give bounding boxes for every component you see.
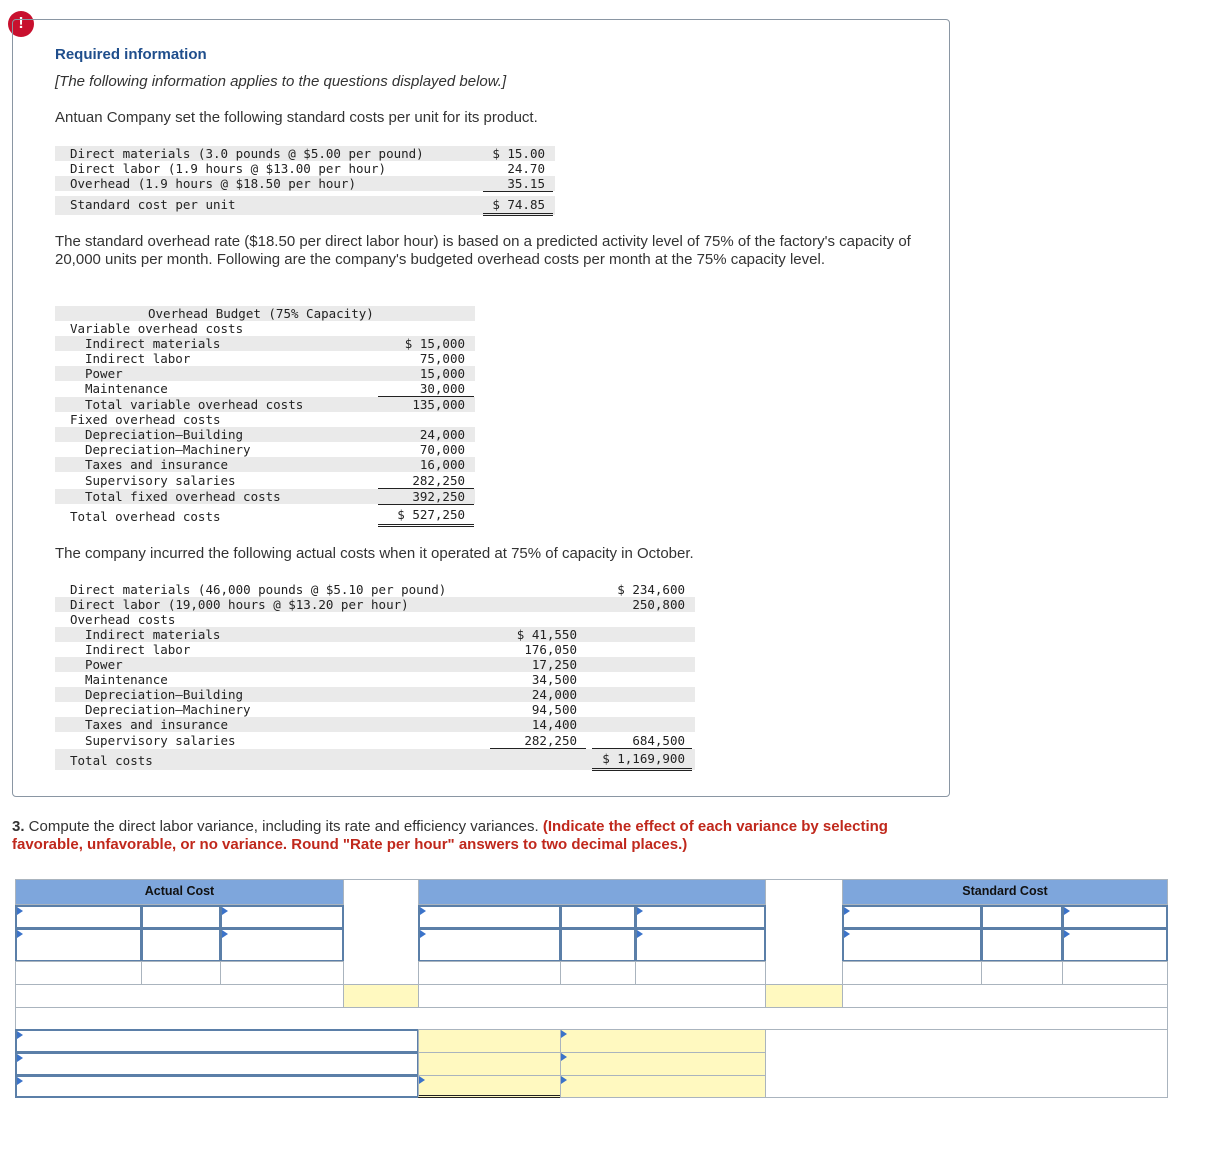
dropdown-arrow-icon (561, 1076, 567, 1084)
standard-hours-input[interactable] (981, 905, 1063, 929)
dropdown-arrow-icon (637, 907, 643, 915)
total-variance-amount-input[interactable] (418, 1075, 561, 1098)
standard-cost-label: Direct labor (1.9 hours @ $13.00 per hour) (70, 161, 387, 176)
actual-hours-unit-select[interactable] (220, 905, 344, 929)
actual-item-label: Taxes and insurance (85, 717, 228, 732)
variance-label-select[interactable] (15, 1029, 419, 1053)
underline (483, 191, 553, 192)
budget-variable-total-label: Total variable overhead costs (85, 397, 304, 412)
budget-grand-total-label: Total overhead costs (70, 509, 221, 524)
standard-cost-value: 24.70 (507, 161, 545, 176)
actual-total-cell (220, 961, 344, 985)
actual-rate-input[interactable] (141, 928, 221, 962)
variance-label-select[interactable] (15, 1075, 419, 1098)
spacer-cell (343, 879, 419, 985)
actual-item-value: 14,400 (531, 717, 577, 732)
actual-item-value: 24,000 (531, 687, 577, 702)
actual-item-value: $ 41,550 (516, 627, 577, 642)
middle-total-amount[interactable] (560, 961, 636, 985)
rate-variance-input[interactable] (343, 984, 419, 1008)
actual-hours-input[interactable] (141, 905, 221, 929)
standard-cost-value: 35.15 (507, 176, 545, 191)
spacer-cell (765, 879, 843, 985)
actual-dl-value: 250,800 (632, 597, 685, 612)
dropdown-arrow-icon (17, 1077, 23, 1085)
double-underline (592, 768, 692, 771)
dropdown-arrow-icon (637, 930, 643, 938)
dropdown-arrow-icon (17, 1031, 23, 1039)
variance-effect-select[interactable] (560, 1052, 766, 1076)
actual-dm-value: $ 234,600 (617, 582, 685, 597)
underline (378, 504, 474, 505)
budget-item-label: Maintenance (85, 381, 168, 396)
double-underline (378, 524, 474, 527)
middle-total-cell (635, 961, 766, 985)
information-note: [The following information applies to the questions displayed below.] (55, 73, 507, 90)
middle-hours-input[interactable] (560, 905, 636, 929)
dropdown-arrow-icon (1064, 930, 1070, 938)
actual-item-label: Indirect materials (85, 627, 221, 642)
dropdown-arrow-icon (222, 907, 228, 915)
budget-variable-total-value: 135,000 (412, 397, 465, 412)
efficiency-variance-input[interactable] (765, 984, 843, 1008)
standard-rate-unit-select[interactable] (1062, 928, 1168, 962)
actual-rate-unit-select[interactable] (220, 928, 344, 962)
table-row (55, 657, 695, 672)
overhead-rate-paragraph: The standard overhead rate ($18.50 per direct labor hour) is based on a predicted activity level of 75% of the factory's capacity of 20,000 units per month. Following are the company's budgeted overhead costs per month at the 75% capacity level. (55, 233, 911, 268)
budget-fixed-total-value: 392,250 (412, 489, 465, 504)
dropdown-arrow-icon (844, 907, 850, 915)
variance-amount-input[interactable] (418, 1052, 561, 1076)
standard-total-cell (1062, 961, 1168, 985)
actual-dm-label: Direct materials (46,000 pounds @ $5.10 per pound) (70, 582, 447, 597)
alert-icon: ! (8, 11, 34, 37)
middle-unit-select[interactable] (635, 905, 766, 929)
budget-item-value: 24,000 (419, 427, 465, 442)
standard-total-cell (842, 961, 982, 985)
budget-item-label: Depreciation—Building (85, 427, 244, 442)
budget-item-value: $ 15,000 (404, 336, 465, 351)
variance-row-cell (15, 984, 344, 1008)
standard-cost-total-label: Standard cost per unit (70, 197, 236, 212)
actual-overhead-heading: Overhead costs (70, 612, 176, 627)
actual-item-value: 17,250 (531, 657, 577, 672)
middle-label-select[interactable] (418, 905, 561, 929)
standard-cost-total-value: $ 74.85 (492, 197, 545, 212)
actual-total-label: Total costs (70, 753, 153, 768)
actual-dl-label: Direct labor (19,000 hours @ $13.20 per hour) (70, 597, 409, 612)
budget-item-label: Indirect labor (85, 351, 191, 366)
actual-item-value: 282,250 (524, 733, 577, 748)
standard-cost-label: Overhead (1.9 hours @ $18.50 per hour) (70, 176, 356, 191)
budget-fixed-heading: Fixed overhead costs (70, 412, 221, 427)
actual-rate-label-select[interactable] (15, 928, 142, 962)
budget-item-label: Depreciation—Machinery (85, 442, 251, 457)
dropdown-arrow-icon (17, 1054, 23, 1062)
budget-item-value: 15,000 (419, 366, 465, 381)
budget-grand-total-value: $ 527,250 (397, 507, 465, 522)
actual-item-label: Maintenance (85, 672, 168, 687)
actual-item-label: Depreciation—Building (85, 687, 244, 702)
variance-amount-input[interactable] (418, 1029, 561, 1053)
actual-costs-paragraph: The company incurred the following actual costs when it operated at 75% of capacity in October. (55, 545, 694, 562)
budget-item-label: Indirect materials (85, 336, 221, 351)
middle-rate-input[interactable] (560, 928, 636, 962)
actual-item-value: 176,050 (524, 642, 577, 657)
question-instruction: (Indicate the effect of each variance by selecting favorable, unfavorable, or no variance. Round "Rate per hour" answers to two decimal places.) (12, 818, 888, 853)
dropdown-arrow-icon (844, 930, 850, 938)
standard-hours-unit-select[interactable] (1062, 905, 1168, 929)
standard-cost-label: Direct materials (3.0 pounds @ $5.00 per pound) (70, 146, 424, 161)
actual-total-amount[interactable] (141, 961, 221, 985)
variance-label-select[interactable] (15, 1052, 419, 1076)
dropdown-arrow-icon (561, 1053, 567, 1061)
budget-title: Overhead Budget (75% Capacity) (148, 306, 374, 321)
actual-item-label: Supervisory salaries (85, 733, 236, 748)
dropdown-arrow-icon (420, 907, 426, 915)
question-text (12, 818, 952, 854)
middle-rate-unit-select[interactable] (635, 928, 766, 962)
dropdown-arrow-icon (222, 930, 228, 938)
dropdown-arrow-icon (17, 907, 23, 915)
dropdown-arrow-icon (419, 1076, 425, 1084)
budget-item-value: 70,000 (419, 442, 465, 457)
standard-rate-input[interactable] (981, 928, 1063, 962)
budget-variable-heading: Variable overhead costs (70, 321, 244, 336)
actual-item-value: 34,500 (531, 672, 577, 687)
variance-effect-select[interactable] (560, 1075, 766, 1098)
dropdown-arrow-icon (1064, 907, 1070, 915)
actual-overhead-total: 684,500 (632, 733, 685, 748)
question-body: Compute the direct labor variance, including its rate and efficiency variances. (24, 818, 543, 835)
empty-area (765, 1029, 1168, 1098)
budget-item-label: Supervisory salaries (85, 473, 236, 488)
standard-hours-label-select[interactable] (842, 905, 982, 929)
double-underline (483, 213, 553, 216)
dropdown-arrow-icon (561, 1030, 567, 1038)
intro-text: Antuan Company set the following standard costs per unit for its product. (55, 109, 538, 126)
actual-item-label: Depreciation—Machinery (85, 702, 251, 717)
middle-rate-label-select[interactable] (418, 928, 561, 962)
actual-item-label: Indirect labor (85, 642, 191, 657)
standard-cost-header: Standard Cost (842, 879, 1168, 905)
actual-total-value: $ 1,169,900 (602, 751, 685, 766)
variance-row-cell (842, 984, 1168, 1008)
actual-item-label: Power (85, 657, 123, 672)
dropdown-arrow-icon (420, 930, 426, 938)
actual-item-value: 94,500 (531, 702, 577, 717)
budget-fixed-total-label: Total fixed overhead costs (85, 489, 281, 504)
standard-cost-value: $ 15.00 (492, 146, 545, 161)
middle-total-cell (418, 961, 561, 985)
budget-item-label: Power (85, 366, 123, 381)
required-information-title: Required information (55, 46, 207, 63)
spacer-row (15, 1007, 1168, 1030)
standard-total-amount[interactable] (981, 961, 1063, 985)
actual-total-cell (15, 961, 142, 985)
actual-cost-header: Actual Cost (15, 879, 344, 905)
budget-item-value: 282,250 (412, 473, 465, 488)
variance-row-cell (418, 984, 766, 1008)
budget-item-value: 16,000 (419, 457, 465, 472)
question-number: 3. (12, 818, 25, 835)
actual-hours-label-select[interactable] (15, 905, 142, 929)
dropdown-arrow-icon (17, 930, 23, 938)
standard-rate-label-select[interactable] (842, 928, 982, 962)
budget-item-value: 75,000 (419, 351, 465, 366)
budget-item-value: 30,000 (419, 381, 465, 396)
budget-item-label: Taxes and insurance (85, 457, 228, 472)
variance-effect-select[interactable] (560, 1029, 766, 1053)
middle-header (418, 879, 766, 905)
